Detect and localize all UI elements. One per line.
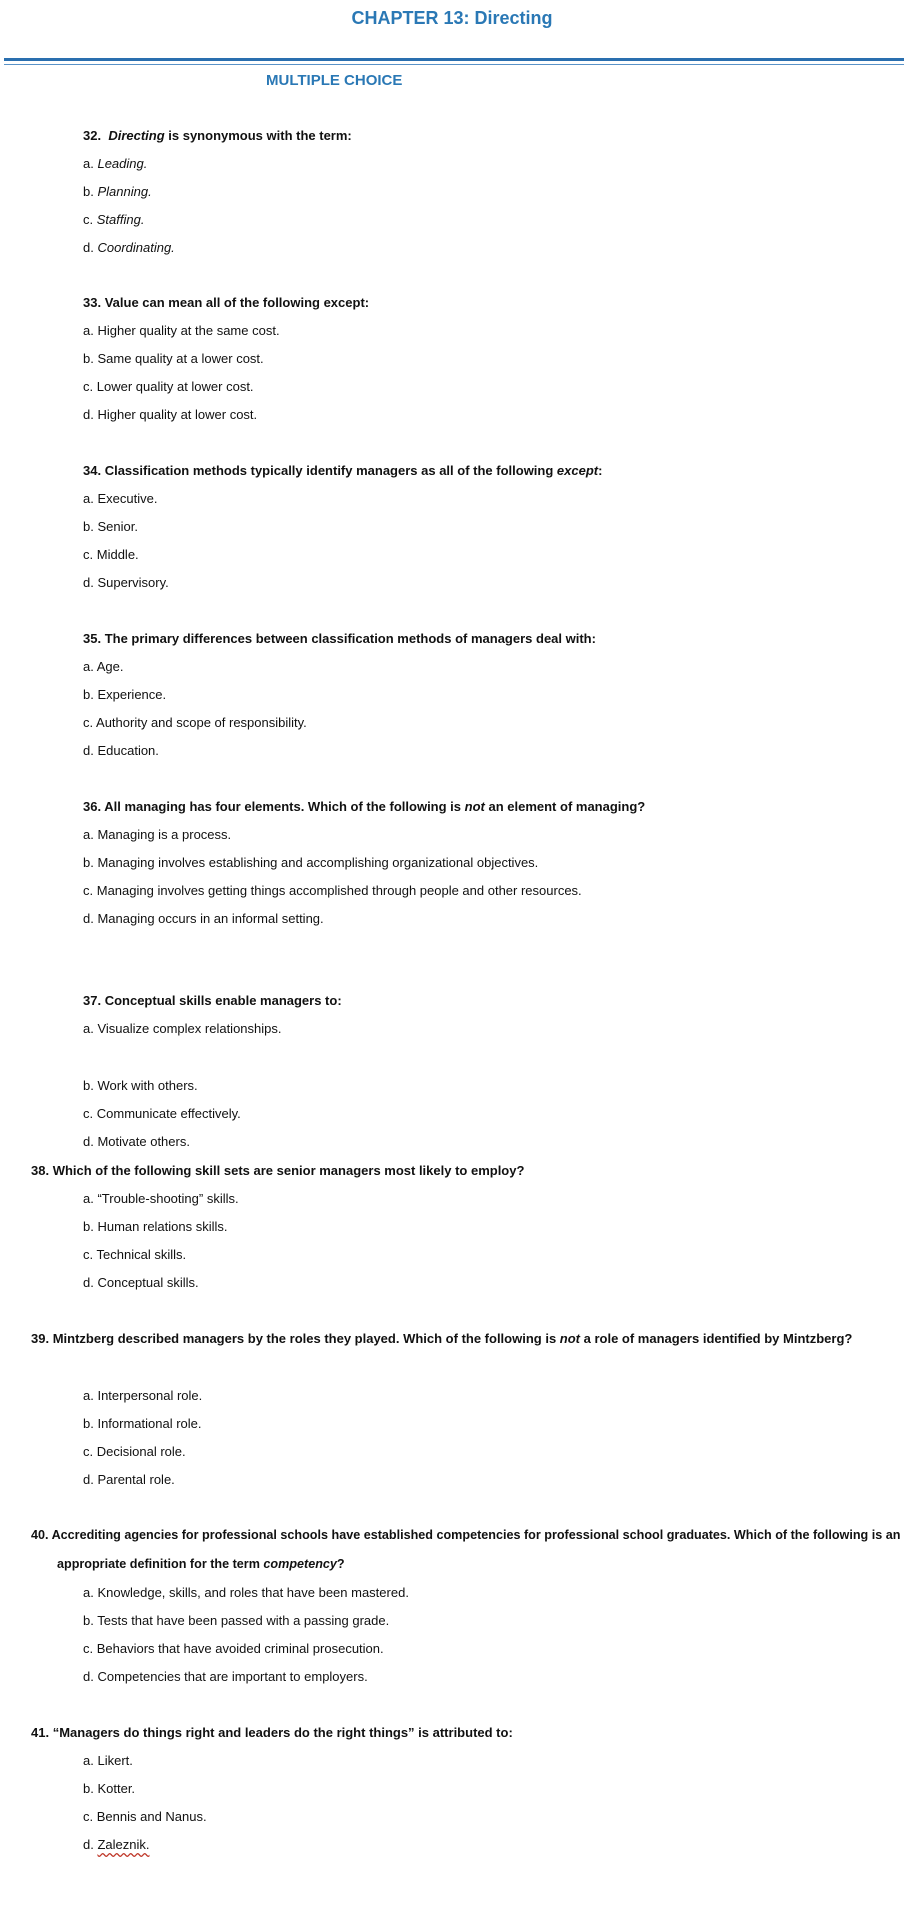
option-36a: a. Managing is a process.: [83, 827, 232, 842]
option-35b: b. Experience.: [83, 687, 167, 702]
question-39: 39. Mintzberg described managers by the roles they played. Which of the following is not a role of managers identified by Mintzberg?: [31, 1331, 853, 1346]
option-40d: d. Competencies that are important to employers.: [83, 1669, 368, 1684]
option-34a: a. Executive.: [83, 491, 158, 506]
option-36d: d. Managing occurs in an informal setting.: [83, 911, 324, 926]
header-rule: [4, 58, 904, 61]
option-32c: c. Staffing.: [83, 212, 145, 227]
page-title: CHAPTER 13: Directing: [351, 8, 553, 28]
option-39b: b. Informational role.: [83, 1416, 202, 1431]
option-32b: b. Planning.: [83, 184, 152, 199]
question-34: 34. Classification methods typically identify managers as all of the following except:: [83, 463, 603, 478]
spellcheck-underline: Zaleznik.: [97, 1837, 150, 1852]
section-heading: MULTIPLE CHOICE: [266, 72, 403, 89]
option-41a: a. Likert.: [83, 1753, 133, 1768]
option-39c: c. Decisional role.: [83, 1444, 186, 1459]
option-33c: c. Lower quality at lower cost.: [83, 379, 254, 394]
option-38a: a. “Trouble-shooting” skills.: [83, 1191, 239, 1206]
option-40b: b. Tests that have been passed with a passing grade.: [83, 1613, 390, 1628]
option-41d: d. Zaleznik.: [83, 1837, 150, 1852]
question-40: 40. Accrediting agencies for professional schools have established competencies for professional school graduates. Which of the following is an appropriate definition for the term competency?: [31, 1528, 901, 1571]
option-32d: d. Coordinating.: [83, 240, 175, 255]
option-37b: b. Work with others.: [83, 1078, 198, 1093]
option-37c: c. Communicate effectively.: [83, 1106, 241, 1121]
option-34c: c. Middle.: [83, 547, 139, 562]
option-41b: b. Kotter.: [83, 1781, 136, 1796]
option-33a: a. Higher quality at the same cost.: [83, 323, 280, 338]
option-35c: c. Authority and scope of responsibility.: [83, 715, 307, 730]
question-37: 37. Conceptual skills enable managers to:: [83, 993, 342, 1008]
option-33b: b. Same quality at a lower cost.: [83, 351, 264, 366]
option-35a: a. Age.: [83, 659, 124, 674]
option-36b: b. Managing involves establishing and accomplishing organizational objectives.: [83, 855, 539, 870]
option-34b: b. Senior.: [83, 519, 138, 534]
option-33d: d. Higher quality at lower cost.: [83, 407, 258, 422]
option-38b: b. Human relations skills.: [83, 1219, 228, 1234]
option-35d: d. Education.: [83, 743, 159, 758]
option-38c: c. Technical skills.: [83, 1247, 187, 1262]
option-37a: a. Visualize complex relationships.: [83, 1021, 282, 1036]
question-38: 38. Which of the following skill sets are senior managers most likely to employ?: [31, 1163, 525, 1178]
question-32: 32. Directing is synonymous with the term:: [83, 128, 352, 143]
question-35: 35. The primary differences between classification methods of managers deal with:: [83, 631, 596, 646]
option-36c: c. Managing involves getting things accomplished through people and other resources.: [83, 883, 582, 898]
option-32a: a. Leading.: [83, 156, 148, 171]
option-34d: d. Supervisory.: [83, 575, 169, 590]
option-37d: d. Motivate others.: [83, 1134, 190, 1149]
question-36: 36. All managing has four elements. Which of the following is not an element of managing?: [83, 799, 646, 814]
header-rule-thin: [4, 64, 904, 65]
question-33: 33. Value can mean all of the following except:: [83, 295, 370, 310]
option-39d: d. Parental role.: [83, 1472, 175, 1487]
question-41: 41. “Managers do things right and leaders do the right things” is attributed to:: [31, 1725, 513, 1740]
option-41c: c. Bennis and Nanus.: [83, 1809, 207, 1824]
option-40a: a. Knowledge, skills, and roles that have been mastered.: [83, 1585, 409, 1600]
option-39a: a. Interpersonal role.: [83, 1388, 203, 1403]
option-40c: c. Behaviors that have avoided criminal prosecution.: [83, 1641, 384, 1656]
option-38d: d. Conceptual skills.: [83, 1275, 199, 1290]
